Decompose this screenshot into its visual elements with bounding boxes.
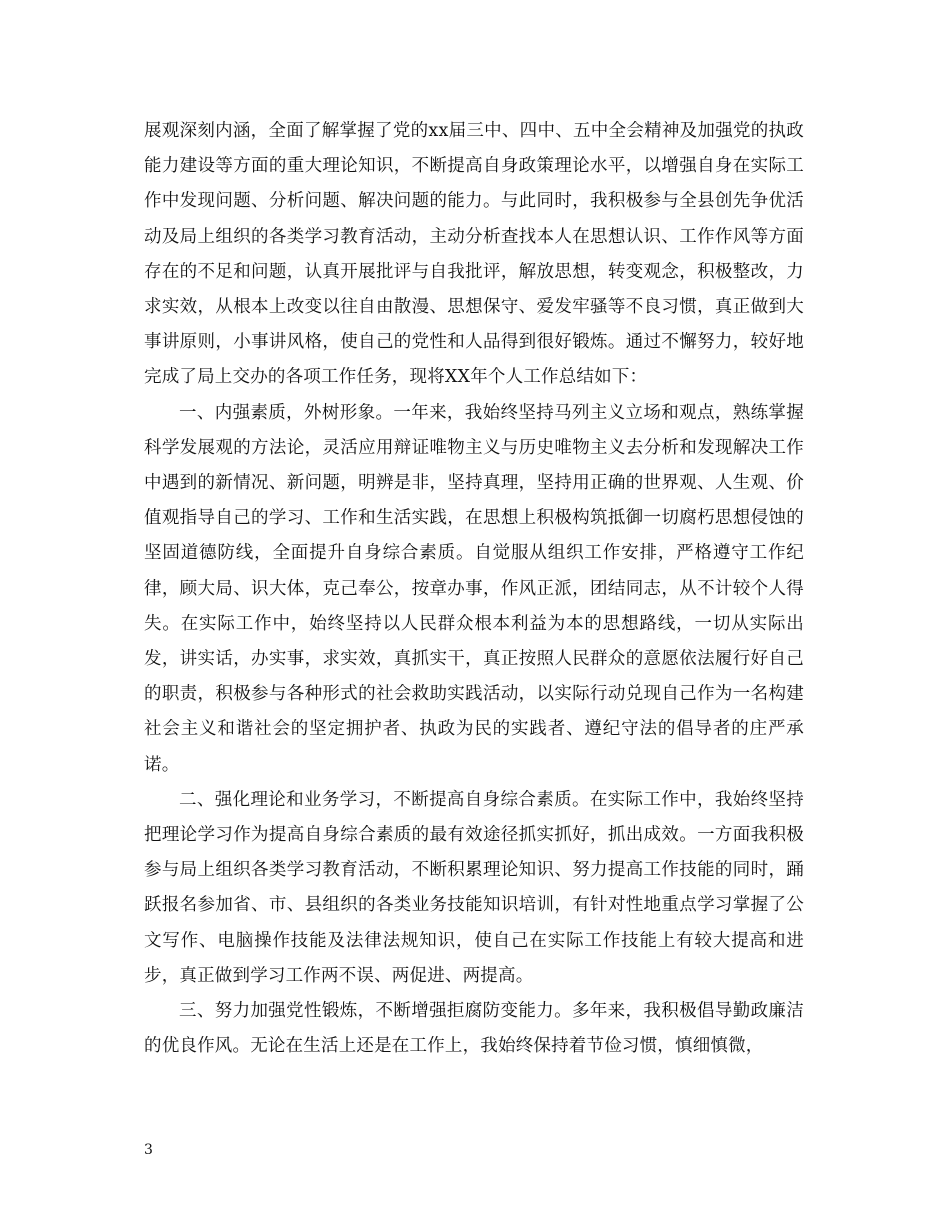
paragraph-section-two: 二、强化理论和业务学习，不断提高自身综合素质。在实际工作中，我始终坚持把理论学习作为提高自身综合素质的最有效途径抓实抓好，抓出成效。一方面我积极参与局上组织各类学习教育活动，不断积累理论知识、努力提高工作技能的同时，踊跃报名参加省、市、县组织的各类业务技能知识培训，有针对性地重点学习掌握了公文写作、电脑操作技能及法律法规知识，使自己在实际工作技能上有较大提高和进步，真正做到学习工作两不误、两促进、两提高。 xyxy=(144,789,804,986)
paragraph-continuation: 展观深刻内涵，全面了解掌握了党的xx届三中、四中、五中全会精神及加强党的执政能力建设等方面的重大理论知识，不断提高自身政策理论水平，以增强自身在实际工作中发现问题、分析问题、解决问题的能力。与此同时，我积极参与全县创先争优活动及局上组织的各类学习教育活动，主动分析查找本人在思想认识、工作作风等方面存在的不足和问题，认真开展批评与自我批评，解放思想，转变观念，积极整改，力求实效，从根本上改变以往自由散漫、思想保守、爱发牢骚等不良习惯，真正做到大事讲原则，小事讲风格，使自己的党性和人品得到很好锻炼。通过不懈努力，较好地完成了局上交办的各项工作任务，现将XX年个人工作总结如下： xyxy=(144,121,804,388)
paragraph-section-three: 三、努力加强党性锻炼，不断增强拒腐防变能力。多年来，我积极倡导勤政廉洁的优良作风。无论在生活上还是在工作上，我始终保持着节俭习惯，慎细慎微， xyxy=(144,1001,804,1057)
paragraph-section-one: 一、内强素质，外树形象。一年来，我始终坚持马列主义立场和观点，熟练掌握科学发展观的方法论，灵活应用辩证唯物主义与历史唯物主义去分析和发现解决工作中遇到的新情况、新问题，明辨是非，坚持真理，坚持用正确的世界观、人生观、价值观指导自己的学习、工作和生活实践，在思想上积极构筑抵御一切腐朽思想侵蚀的坚固道德防线，全面提升自身综合素质。自觉服从组织工作安排，严格遵守工作纪律，顾大局、识大体，克己奉公，按章办事，作风正派，团结同志，从不计较个人得失。在实际工作中，始终坚持以人民群众根本利益为本的思想路线，一切从实际出发，讲实话，办实事，求实效，真抓实干，真正按照人民群众的意愿依法履行好自己的职责，积极参与各种形式的社会救助实践活动，以实际行动兑现自己作为一名构建社会主义和谐社会的坚定拥护者、执政为民的实践者、遵纪守法的倡导者的庄严承诺。 xyxy=(144,402,804,775)
page-number: 3 xyxy=(144,1142,153,1158)
body-text xyxy=(144,114,804,1064)
